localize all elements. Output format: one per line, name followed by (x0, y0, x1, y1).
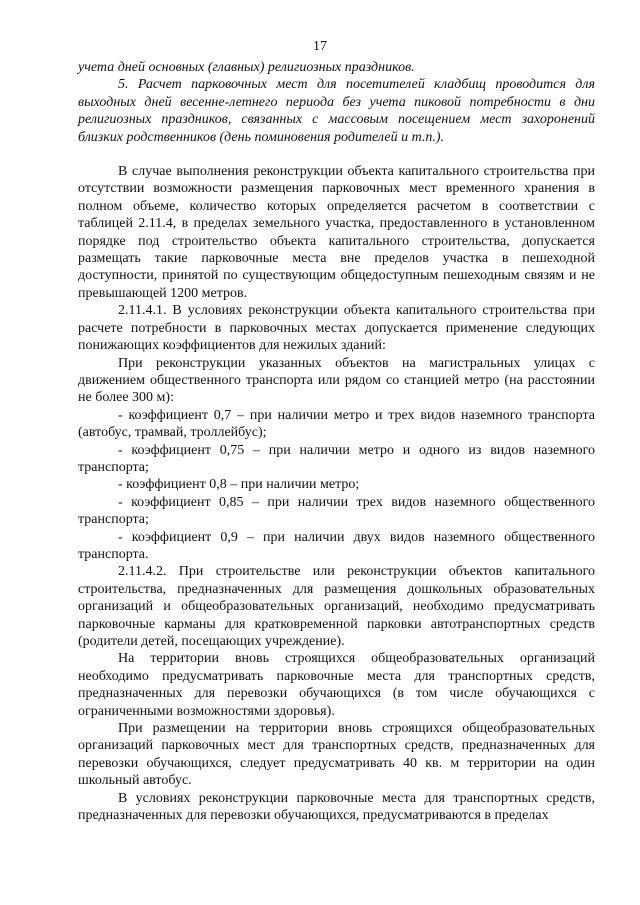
paragraph: В условиях реконструкции парковочные места для транспортных средств, предназначенных для перевозки обучающихся, предусматриваются в пределах (78, 790, 595, 824)
list-item: - коэффициент 0,9 – при наличии двух видов наземного общественного транспорта. (78, 529, 595, 562)
paragraph: На территории вновь строящихся общеобразовательных организаций необходимо предусматривать парковочные места для транспортных средств, предназначенных для перевозки обучающихся (в том числе обучающихся с ограниченными возможностями здоровья). (78, 651, 595, 719)
page-number: 17 (313, 39, 327, 54)
document-body (78, 59, 595, 824)
list-item: - коэффициент 0,8 – при наличии метро; (118, 477, 360, 493)
paragraph-italic-note-5: 5. Расчет парковочных мест для посетителей кладбищ проводится для выходных дней весенне-летнего периода без учета пиковой потребности в дни религиозных праздников, связанных с массовым посещением мест захоронений близких родственников (день поминовения родителей и т.п.). (78, 77, 595, 145)
list-item: - коэффициент 0,75 – при наличии метро и одного из видов наземного транспорта; (78, 442, 595, 475)
paragraph-italic-continuation: учета дней основных (главных) религиозных праздников. (78, 60, 415, 75)
paragraph: 2.11.4.1. В условиях реконструкции объекта капитального строительства при расчете потребности в парковочных местах допускается применение следующих понижающих коэффициентов для нежилых зданий: (78, 303, 595, 354)
list-item: - коэффициент 0,85 – при наличии трех видов наземного общественного транспорта; (78, 494, 595, 528)
paragraph: При реконструкции указанных объектов на магистральных улицах с движением общественного транспорта или рядом со станцией метро (на расстоянии не более 300 м): (78, 355, 595, 406)
list-item: - коэффициент 0,7 – при наличии метро и трех видов наземного транспорта (автобус, трамвай, троллейбус); (78, 407, 595, 441)
paragraph: 2.11.4.2. При строительстве или реконструкции объектов капитального строительства, предназначенных для размещения дошкольных образовательных организаций и общеобразовательных организаций, необходимо предусматривать парковочные карманы для кратковременной парковки автотранспортных средств (родители детей, посещающих учреждение). (78, 564, 595, 649)
paragraph: При размещении на территории вновь строящихся общеобразовательных организаций парковочных мест для транспортных средств, предназначенных для перевозки обучающихся, следует предусматривать 40 кв. м территории на один школьный автобус. (78, 721, 595, 789)
paragraph: В случае выполнения реконструкции объекта капитального строительства при отсутствии возможности размещения парковочных мест временного хранения в полном объеме, количество которых определяется расчетом в соответствии с таблицей 2.11.4, в пределах земельного участка, предоставленного в установленном порядке под строительство объекта капитального строительства, допускается размещать такие парковочные места вне пределов участка в пешеходной доступности, принятой по существующим общедоступным пешеходным связям и не превышающей 1200 метров. (78, 164, 595, 301)
